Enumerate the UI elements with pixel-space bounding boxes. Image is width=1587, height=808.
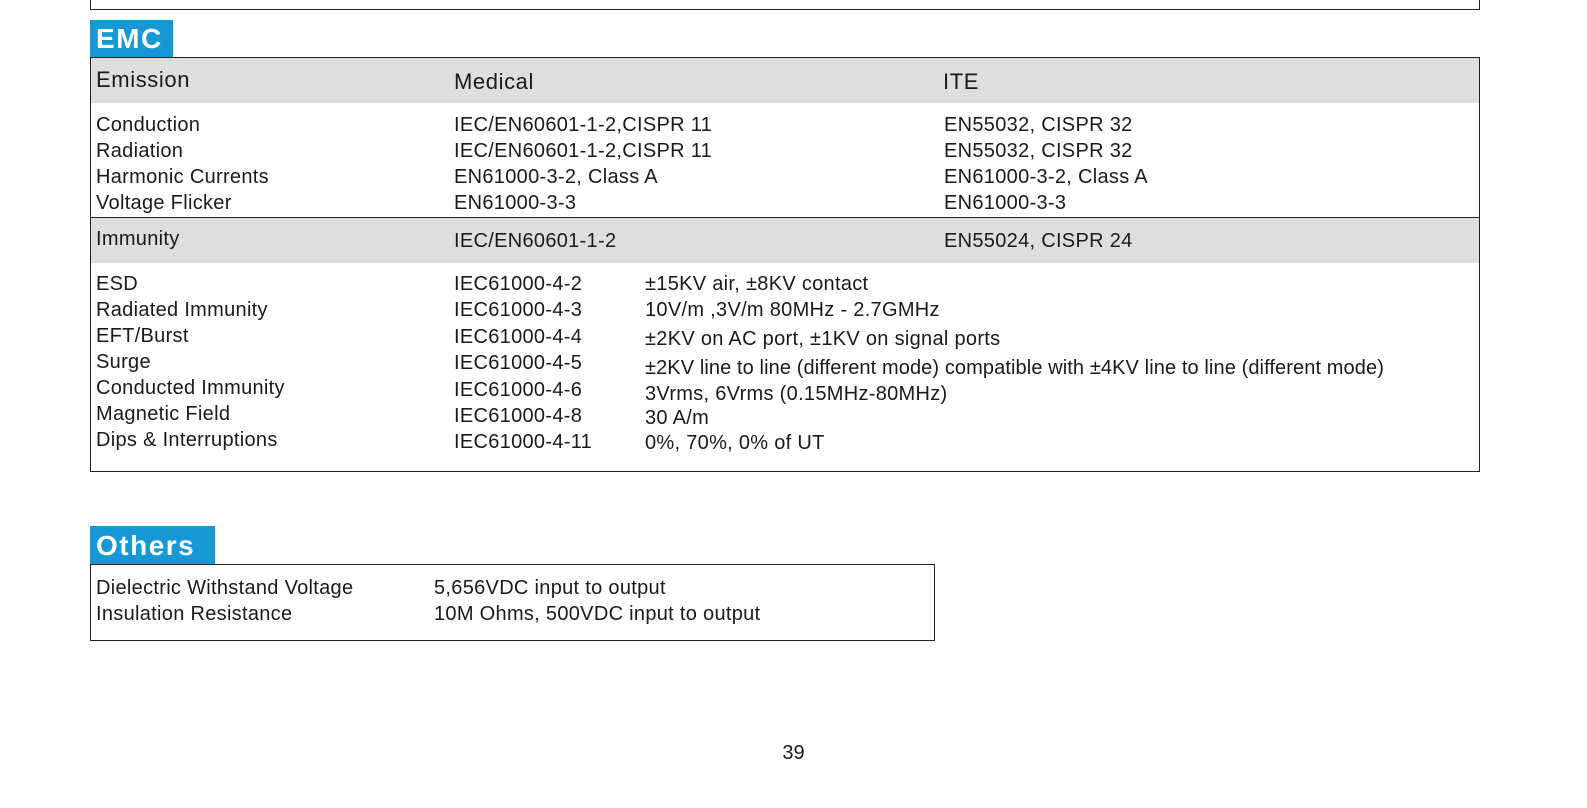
immunity-row-standard: IEC61000-4-6: [454, 379, 583, 401]
immunity-row-label: EFT/Burst: [96, 325, 189, 347]
immunity-row-standard: IEC61000-4-4: [454, 326, 583, 348]
immunity-row-label: Magnetic Field: [96, 403, 231, 425]
immunity-ite-standard: EN55024, CISPR 24: [944, 230, 1133, 252]
immunity-medical-standard: IEC/EN60601-1-2: [454, 230, 617, 252]
others-table: [90, 564, 935, 641]
immunity-row-standard: IEC61000-4-2: [454, 273, 583, 295]
immunity-row-standard: IEC61000-4-11: [454, 431, 593, 453]
immunity-header-row: [91, 217, 1479, 263]
immunity-row-spec: 30 A/m: [645, 407, 710, 429]
emission-row-medical: IEC/EN60601-1-2,CISPR 11: [454, 114, 713, 136]
immunity-row-standard: IEC61000-4-3: [454, 299, 583, 321]
immunity-row-spec: ±15KV air, ±8KV contact: [645, 273, 869, 295]
emission-row-ite: EN55032, CISPR 32: [944, 140, 1133, 162]
immunity-row-standard: IEC61000-4-5: [454, 352, 583, 374]
emission-row-ite: EN55032, CISPR 32: [944, 114, 1133, 136]
ite-column-header: ITE: [943, 69, 980, 94]
emission-row-medical: IEC/EN60601-1-2,CISPR 11: [454, 140, 713, 162]
emc-section-title: EMC: [90, 20, 173, 58]
emission-row-medical: EN61000-3-2, Class A: [454, 166, 658, 188]
immunity-row-label: Radiated Immunity: [96, 299, 268, 321]
emission-row-label: Radiation: [96, 140, 184, 162]
others-section-title: Others: [90, 526, 215, 564]
immunity-header-label: Immunity: [96, 228, 180, 250]
previous-section-box: [90, 0, 1480, 10]
emission-row-ite: EN61000-3-2, Class A: [944, 166, 1148, 188]
others-row-value: 5,656VDC input to output: [434, 577, 666, 599]
immunity-row-spec: 10V/m ,3V/m 80MHz - 2.7GMHz: [645, 299, 940, 321]
others-row-value: 10M Ohms, 500VDC input to output: [434, 603, 761, 625]
immunity-row-label: Dips & Interruptions: [96, 429, 278, 451]
immunity-row-label: ESD: [96, 273, 139, 295]
immunity-row-spec: ±2KV on AC port, ±1KV on signal ports: [645, 328, 1001, 350]
immunity-row-spec: 3Vrms, 6Vrms (0.15MHz-80MHz): [645, 383, 948, 405]
emission-row-label: Harmonic Currents: [96, 166, 269, 188]
emission-row-medical: EN61000-3-3: [454, 192, 577, 214]
emission-row-label: Voltage Flicker: [96, 192, 232, 214]
others-row-label: Insulation Resistance: [96, 603, 293, 625]
emission-row-ite: EN61000-3-3: [944, 192, 1067, 214]
immunity-row-label: Conducted Immunity: [96, 377, 285, 399]
emission-header-label: Emission: [96, 67, 191, 92]
medical-column-header: Medical: [454, 69, 535, 94]
emission-row-label: Conduction: [96, 114, 201, 136]
immunity-row-label: Surge: [96, 351, 151, 373]
immunity-row-spec: ±2KV line to line (different mode) compatible with ±4KV line to line (different mode): [645, 357, 1384, 379]
emission-header-row: [91, 58, 1479, 103]
immunity-row-standard: IEC61000-4-8: [454, 405, 583, 427]
immunity-row-spec: 0%, 70%, 0% of UT: [645, 432, 825, 454]
page-number: 39: [782, 742, 805, 764]
emc-table: [90, 57, 1480, 472]
others-row-label: Dielectric Withstand Voltage: [96, 577, 354, 599]
